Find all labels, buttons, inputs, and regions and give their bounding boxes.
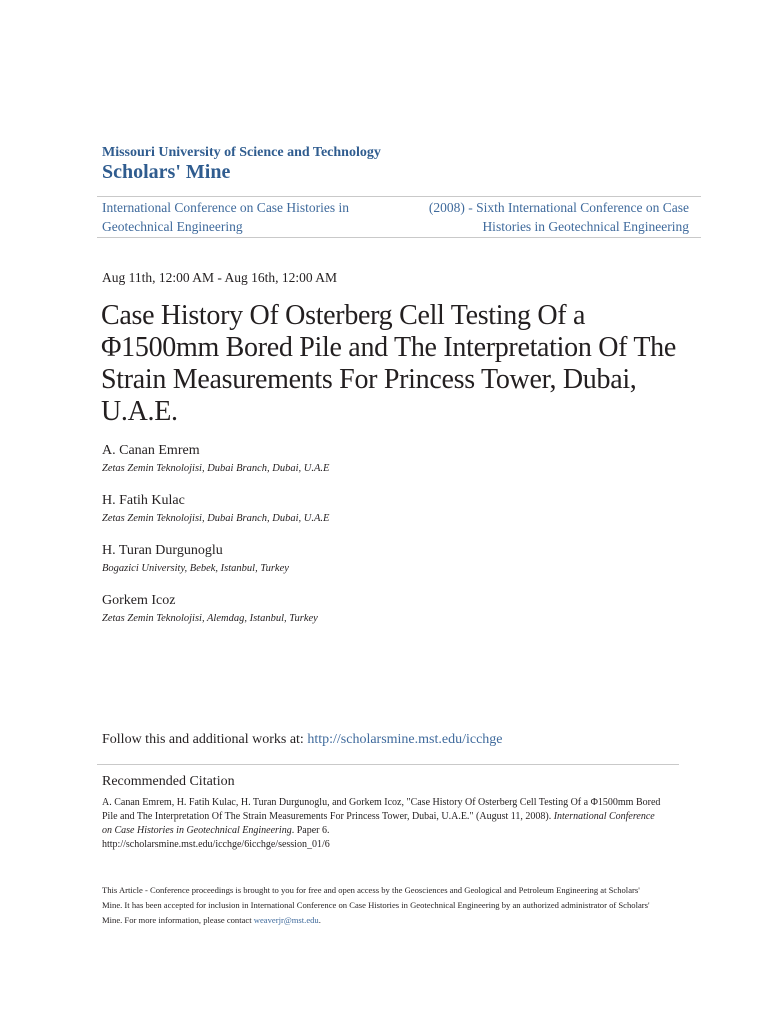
author-affiliation: Zetas Zemin Teknolojisi, Dubai Branch, Dubai, U.A.E — [102, 463, 330, 474]
author-name: H. Fatih Kulac — [102, 493, 185, 508]
citation-heading: Recommended Citation — [102, 774, 235, 789]
open-access-notice — [102, 883, 662, 928]
citation-text: A. Canan Emrem, H. Fatih Kulac, H. Turan Durgunoglu, and Gorkem Icoz, "Case History Of Osterberg Cell Testing Of a Φ1500mm Bored Pile and The Interpretation Of The Strain Measurements For Princess Tower, Dubai, U.A.E." (August 11, 2008). — [102, 797, 661, 822]
author-name: A. Canan Emrem — [102, 443, 200, 458]
follow-text: Follow this and additional works at: — [102, 732, 308, 747]
author-name: H. Turan Durgunoglu — [102, 543, 223, 558]
follow-line — [102, 732, 503, 748]
notice-end: . — [318, 915, 321, 925]
breadcrumb-conference-edition[interactable]: (2008) - Sixth International Conference on Case Histories in Geotechnical Engineering — [428, 200, 689, 234]
citation-journal: International Conference on Case Histories in Geotechnical Engineering — [102, 811, 655, 836]
author-affiliation: Zetas Zemin Teknolojisi, Dubai Branch, Dubai, U.A.E — [102, 513, 330, 524]
repository-name[interactable]: Scholars' Mine — [102, 161, 231, 183]
institution-name: Missouri University of Science and Technology — [102, 145, 381, 160]
contact-email-link[interactable]: weaverjr@mst.edu — [253, 915, 319, 925]
author-affiliation: Bogazici University, Bebek, Istanbul, Turkey — [102, 563, 289, 574]
breadcrumb-conference-series[interactable]: International Conference on Case Histories in Geotechnical Engineering — [102, 200, 350, 234]
collection-link[interactable]: http://scholarsmine.mst.edu/icchge — [307, 732, 503, 747]
citation-divider — [97, 764, 679, 765]
author-name: Gorkem Icoz — [102, 593, 176, 608]
citation-paper: . Paper 6. — [291, 825, 330, 836]
top-divider — [97, 196, 701, 197]
author-affiliation: Zetas Zemin Teknolojisi, Alemdag, Istanbul, Turkey — [102, 613, 318, 624]
event-date: Aug 11th, 12:00 AM - Aug 16th, 12:00 AM — [102, 270, 338, 285]
citation-block — [102, 796, 662, 852]
citation-url[interactable]: http://scholarsmine.mst.edu/icchge/6icchge/session_01/6 — [102, 839, 330, 850]
article-title: Case History Of Osterberg Cell Testing Of a Φ1500mm Bored Pile and The Interpretation Of The Strain Measurements For Princess Tower, Dubai, U.A.E. — [101, 300, 677, 427]
notice-text: This Article - Conference proceedings is brought to you for free and open access by the Geosciences and Geological and Petroleum Engineering at Scholars' Mine. It has been accepted for inclusion in International Conference on Case Histories in Geotechnical Engineering by an authorized administrator of Scholars' Mine. For more information, please contact — [102, 885, 650, 925]
bottom-divider — [97, 237, 701, 238]
